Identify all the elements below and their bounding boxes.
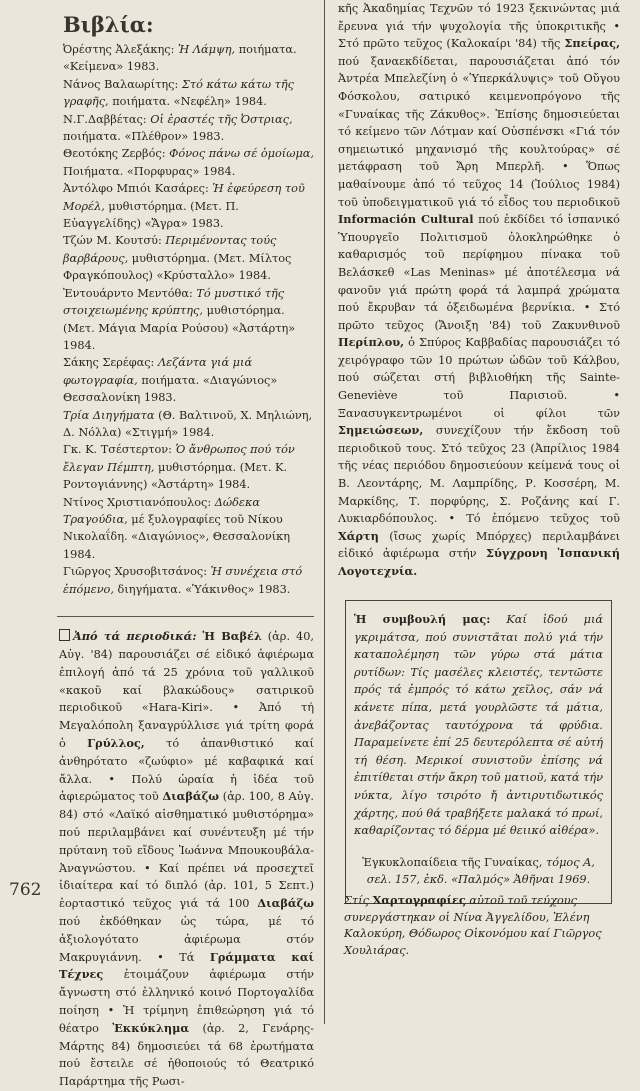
page-number: 762 [9,880,42,900]
book-entry: Γκ. Κ. Τσέστερτον: Ὁ ἄνθρωπος πού τόν ἔλεγαν Πέμπτη, μυθιστόρημα. (Μετ. Κ. Ροντογιάννης) «Ἀστάρτη» 1984. [63,443,295,492]
book-entry: Τζών Μ. Κουτσύ: Περιμένοντας τούς βαρβάρους, μυθιστόρημα. (Μετ. Μίλτος Φραγκόπουλος) «Κρύσταλλο» 1984. [63,234,292,283]
book-entry: Γιῶργος Χρυσοβιτσάνος: Ἡ συνέχεια στό ἐπόμενο, διηγήματα. «Ὑάκινθος» 1983. [63,565,303,596]
left-column [47,0,325,1089]
advice-source: Ἐγκυκλοπαίδεια τῆς Γυναίκας, τόμος Α, σελ. 157, ἐκδ. «Παλμός» Ἀθῆναι 1969. [362,855,595,887]
checkbox-square-icon [59,629,70,641]
book-entry: Νάνος Βαλαωρίτης: Στό κάτω κάτω τῆς γραφῆς, ποιήματα. «Νεφέλη» 1984. [63,77,295,109]
book-entry: Σάκης Σερέφας: Λεζάντα γιά μιά φωτογραφία, ποιήματα. «Διαγώνιος» Θεσσαλονίκη 1983. [63,356,278,405]
book-entry: Ντίνος Χριστιανόπουλος: Δώδεκα Τραγούδια, μέ ξυλογραφίες τοῦ Νίκου Νικολαΐδη. «Διαγώνιος», Θεσσαλονίκη 1984. [63,495,291,561]
book-entry: Θεοτόκης Ζερβός: Φόνος πάνω σέ ὁμοίωμα, Ποιήματα. «Πορφυρας» 1984. [63,147,315,178]
book-entry: Ἐντουάρντο Μεντόθα: Τό μυστικό τῆς στοιχειωμένης κρύπτης, μυθιστόρημα. (Μετ. Μάγια Μαρία Ρούσου) «Ἀστάρτη» 1984. [63,286,296,352]
periodicals-section: Ἀπό τά περιοδικά: Ἡ Βαβέλ (ἀρ. 40, Αὐγ. '84) παρουσιάζει σέ εἰδικό ἀφιέρωμα ἐπιλογή ἀπό τά 25 χρόνια τοῦ γαλλικοῦ «κακοῦ καί βλακώδους» σατιρικοῦ περιοδικοῦ «Hara-Kiri». • Ἀπό τή Μεγαλόπολη ξαναγρύλλισε γιά τρίτη φορά ὁ Γρύλλος, τό ἀπανθιστικό καί ἀνθηρότατο «ζωύφιο» μέ καβαφικά καί ἄλλα. • Πολύ ὡραία ἡ ἰδέα τοῦ ἀφιερώματος τοῦ Διαβάζω (ἀρ. 100, 8 Αὐγ. 84) στό «Λαϊκό αἰσθηματικό μυθιστόρημα» πού περιλαμβάνει καί συνέντευξη μέ τήν πρύτανη τοῦ εἴδους Ἰωάννα Μπουκουβάλα-Ἀναγνώστου. • Καί πρέπει νά προσεχτεῖ ἰδιαίτερα καί τό διπλό (ἀρ. 101, 5 Σεπτ.) ἑορταστικό τεῦχος γιά τά 100 Διαβάζω πού ἐκδόθηκαν ὡς τώρα, μέ τό ἀξιολογότατο ἀφιέρωμα στόν Μακρυγιάννη. • Τά Γράμματα καί Τέχνες ἑτοιμάζουν ἀφιέρωμα στήν ἄγνωστη στό ἑλληνικό κοινό Πορτογαλίδα ποίηση • Ἡ τρίμηνη ἐπιθεώρηση γιά τό θέατρο Ἐκκύκλημα (ἀρ. 2, Γενάρης-Μάρτης 84) δημοσιεύει τά 68 ἐρωτήματα πού ἔστειλε σέ ἠθοποιούς τό Θεατρικό Παράρτημα τῆς Ρωσι- [59,629,315,1089]
book-entry: Ν.Γ.Δαββέτας: Οἱ ἐραστές τῆς Ὀστριας, ποιήματα. «Πλέθρον» 1983. [63,112,293,144]
book-entry: Ἀντόλφο Μπιόι Κασάρες: Ἡ ἐφεύρεση τοῦ Μορέλ, μυθιστόρημα. (Μετ. Π. Εὐαγγελίδης) «Ἄγρα» 1983. [63,182,305,231]
advice-box [345,600,612,904]
right-column [338,0,620,1024]
advice-text: Ἡ συμβουλή μας: Καί ἰδού μιά γκριμάτσα, πού συνιστᾶται πολύ γιά τήν καταπολέμηση τῶν γύρω στά μάτια ρυτίδων: Τίς μασέλες κλειστές, τεντῶστε πρός τά ἐμπρός τό κάτω χεῖλος, σάν νά κάνετε πίπα, μετά γουρλῶστε τά μάτια, ἀνεβάζοντας ταυτόχρονα τά φρύδια. Παραμείνετε ἐπί 25 δευτερόλεπτα σέ αὐτή τή θέση. Μερικοί συνιστοῦν ἐπίσης νά ἐπιτίθεται στήν ἄκρη τοῦ ματιοῦ, κατά τήν νύκτα, λίγο τσιρότο ἤ ἀντιρυτιδωτικός χάρτης, πού θά τραβήξετε μαλακά τό πρωί, καθαρίζοντας τό δέρμα μέ θειικό αἰθέρα». [354,612,604,838]
books-section-title: Βιβλία: [63,12,154,37]
book-entry: Τρία Διηγήματα (Θ. Βαλτινοῦ, Χ. Μηλιώνη, Δ. Νόλλα) «Στιγμή» 1984. [63,408,313,439]
periodicals-continuation: κῆς Ἀκαδημίας Τεχνῶν τό 1923 ξεκινώντας μιά ἔρευνα γιά τήν ψυχολογία τῆς ὑποκριτικῆς • Στό πρῶτο τεῦχος (Καλοκαίρι '84) τῆς Σπείρας, πού ξαναεκδίδεται, παρουσιάζεται ἀπό τόν Ἀντρέα Μπελεζίνη ὁ «Ὑπερκάλυψις» τοῦ Οὔγου Φόσκολου, σατιρικό κειμενοπρόγονο τῆς «Γυναίκας τῆς Ζάκυθος». Ἐπίσης δημοσιεύεται τό κείμενο τῶν Λότμαν καί Οὐσπένσκι «Γιά τόν σημειωτικό μηχανισμό τῆς κουλτούρας» σέ μετάφραση τοῦ Ἄρη Μπερλῆ. • Ὅπως μαθαίνουμε ἀπό τό τεῦχος 14 (Ἰούλιος 1984) τοῦ ὑποδειγματικοῦ γιά τό εἶδος του περιοδικοῦ Información Cultural πού ἐκδίδει τό ἰσπανικό Ὑπουργεῖο Πολιτισμοῦ ὁλοκληρώθηκε ὁ καθαρισμός τοῦ περίφημου πίνακα τοῦ Βελάσκεθ «Las Meninas» μέ ἀποτέλεσμα νά φανοῦν γιά πρώτη φορά τά λαμπρά χρώματα πού ἔκρυβαν τά ὀξειδωμένα βερνίκια. • Στό πρῶτο τεῦχος (Ἄνοιξη '84) τοῦ Ζακυνθινοῦ Περίπλου, ὁ Σπύρος Καββαδίας παρουσιάζει τό χειρόγραφο τῶν 10 πρώτων ὠδῶν τοῦ Κάλβου, πού σώζεται στή βιβλιοθήκη τῆς Sainte-Geneviève τοῦ Παρισιοῦ. • Ξανασυγκεντρωμένοι οἱ φίλοι τῶν Σημειώσεων, συνεχίζουν τήν ἔκδοση τοῦ περιοδικοῦ τους. Στό τεῦχος 23 (Ἀπρίλιος 1984 τῆς νέας περιόδου δημοσιεύουν κείμενά τους οἱ Β. Λεοντάρης, Μ. Λαμπρίδης, Ρ. Κοσσέρη, Μ. Μαρκίδης, Τ. πορφύρης, Σ. Ροζάνης καί Γ. Λυκιαρδόπουλος. • Τό ἑπόμενο τεῦχος τοῦ Χάρτη (ἴσως χωρίς Μπόρχες) περιλαμβάνει εἰδικό ἀφιέρωμα στήν Σύγχρονη Ἰσπανική Λογοτεχνία. [338,2,620,578]
book-entry: Ὀρέστης Ἀλεξάκης: Ἡ Λάμψη, ποιήματα. «Κείμενα» 1983. [63,43,297,74]
books-list [47,41,314,598]
section-divider [57,616,314,617]
credits-note: Στίς Χαρτογραφίες αὐτοῦ τοῦ τεύχους συνεργάστηκαν οἱ Νίνα Ἀγγελίδου, Ἐλένη Καλοκύρη, Θόδωρος Οἰκονόμου καί Γιῶργος Χουλιάρας. [344,893,602,957]
